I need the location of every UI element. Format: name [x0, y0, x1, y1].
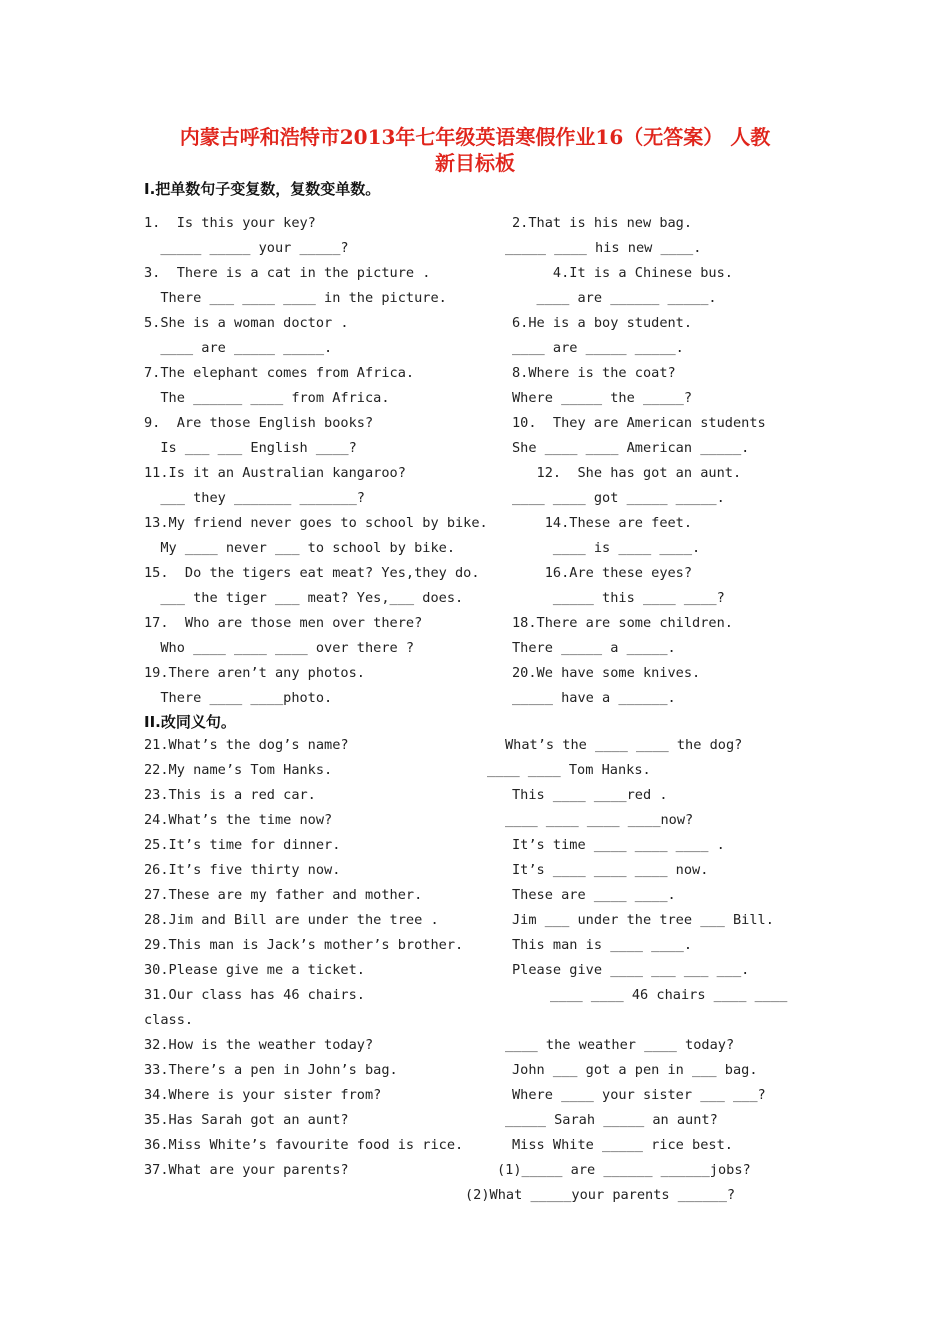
question-left: ___ the tiger ___ meat? Yes,___ does.: [144, 590, 464, 606]
question-right: She ____ ____ American _____.: [512, 440, 750, 456]
question-left: 25.It’s time for dinner.: [144, 837, 341, 853]
question-right: _____ ____ his new ____.: [505, 240, 702, 256]
question-left: 33.There’s a pen in John’s bag.: [144, 1062, 398, 1078]
question-right: _____ this ____ ____?: [512, 590, 725, 606]
question-left: 26.It’s five thirty now.: [144, 862, 341, 878]
question-left: _____ _____ your _____?: [144, 240, 349, 256]
title-line-1: 内蒙古呼和浩特市2013年七年级英语寒假作业16（无答案） 人教: [179, 125, 771, 149]
question-right: John ___ got a pen in ___ bag.: [512, 1062, 758, 1078]
question-right: ____ the weather ____ today?: [505, 1037, 735, 1053]
question-right: (1)_____ are ______ ______jobs?: [497, 1162, 751, 1178]
question-right: Where _____ the _____?: [512, 390, 693, 406]
question-right: ____ ____ ____ ____now?: [505, 812, 694, 828]
question-right: Jim ___ under the tree ___ Bill.: [512, 912, 774, 928]
question-left: 5.She is a woman doctor .: [144, 315, 349, 331]
question-right: It’s ____ ____ ____ now.: [512, 862, 709, 878]
question-left: 35.Has Sarah got an aunt?: [144, 1112, 349, 1128]
question-right: ____ is ____ ____.: [512, 540, 701, 556]
question-left: 7.The elephant comes from Africa.: [144, 365, 415, 381]
question-right: 8.Where is the coat?: [512, 365, 676, 381]
page-title: [100, 124, 850, 176]
section-heading-2: II.改同义句。: [144, 713, 236, 731]
question-right: 14.These are feet.: [512, 515, 693, 531]
question-right: _____ have a ______.: [512, 690, 676, 706]
question-right: This ____ ____red .: [512, 787, 668, 803]
question-right: ____ ____ Tom Hanks.: [487, 762, 651, 778]
question-left: My ____ never ___ to school by bike.: [144, 540, 455, 556]
question-left: 37.What are your parents?: [144, 1162, 349, 1178]
question-right: 12. She has got an aunt.: [512, 465, 742, 481]
question-right: ____ are _____ _____.: [512, 340, 684, 356]
question-left: The ______ ____ from Africa.: [144, 390, 390, 406]
question-right: _____ Sarah _____ an aunt?: [505, 1112, 718, 1128]
question-right: These are ____ ____.: [512, 887, 676, 903]
question-right: 10. They are American students: [512, 415, 766, 431]
question-right: ____ are ______ _____.: [512, 290, 717, 306]
question-left: ___ they _______ _______?: [144, 490, 365, 506]
question-right: 18.There are some children.: [512, 615, 733, 631]
question-left: 19.There aren’t any photos.: [144, 665, 365, 681]
question-right: 20.We have some knives.: [512, 665, 701, 681]
question-left: 17. Who are those men over there?: [144, 615, 423, 631]
question-right: (2)What _____your parents ______?: [465, 1187, 736, 1203]
question-right: Where ____ your sister ___ ___?: [512, 1087, 766, 1103]
question-right: 2.That is his new bag.: [512, 215, 693, 231]
question-left: 24.What’s the time now?: [144, 812, 333, 828]
question-right: What’s the ____ ____ the dog?: [505, 737, 743, 753]
question-right: It’s time ____ ____ ____ .: [512, 837, 725, 853]
question-right: Miss White _____ rice best.: [512, 1137, 733, 1153]
question-left: 31.Our class has 46 chairs.: [144, 987, 365, 1003]
question-left: 3. There is a cat in the picture .: [144, 265, 431, 281]
question-right: ____ ____ got _____ _____.: [512, 490, 725, 506]
question-left: 9. Are those English books?: [144, 415, 374, 431]
question-left: 1. Is this your key?: [144, 215, 316, 231]
question-right: There _____ a _____.: [512, 640, 676, 656]
question-right: 6.He is a boy student.: [512, 315, 693, 331]
title-line-2: 新目标板: [435, 151, 515, 175]
question-left: Who ____ ____ ____ over there ?: [144, 640, 415, 656]
question-left: 29.This man is Jack’s mother’s brother.: [144, 937, 464, 953]
question-left: 22.My name’s Tom Hanks.: [144, 762, 333, 778]
question-left: 11.Is it an Australian kangaroo?: [144, 465, 406, 481]
question-left: 21.What’s the dog’s name?: [144, 737, 349, 753]
question-left: There ____ ____photo.: [144, 690, 333, 706]
question-right: 4.It is a Chinese bus.: [512, 265, 733, 281]
question-right: ____ ____ 46 chairs ____ ____: [550, 987, 788, 1003]
question-left: 34.Where is your sister from?: [144, 1087, 382, 1103]
question-left: 28.Jim and Bill are under the tree .: [144, 912, 439, 928]
question-left: Is ___ ___ English ____?: [144, 440, 357, 456]
question-left: 27.These are my father and mother.: [144, 887, 423, 903]
section-heading-1: I.把单数句子变复数，复数变单数。: [144, 180, 381, 198]
question-left: class.: [144, 1012, 194, 1028]
question-left: 32.How is the weather today?: [144, 1037, 374, 1053]
question-left: 13.My friend never goes to school by bike.: [144, 515, 488, 531]
question-right: This man is ____ ____.: [512, 937, 693, 953]
question-right: Please give ____ ___ ___ ___.: [512, 962, 750, 978]
question-left: 30.Please give me a ticket.: [144, 962, 365, 978]
question-left: There ___ ____ ____ in the picture.: [144, 290, 447, 306]
question-right: 16.Are these eyes?: [512, 565, 693, 581]
question-left: 36.Miss White’s favourite food is rice.: [144, 1137, 464, 1153]
question-left: ____ are _____ _____.: [144, 340, 333, 356]
question-left: 23.This is a red car.: [144, 787, 316, 803]
question-left: 15. Do the tigers eat meat? Yes,they do.: [144, 565, 480, 581]
